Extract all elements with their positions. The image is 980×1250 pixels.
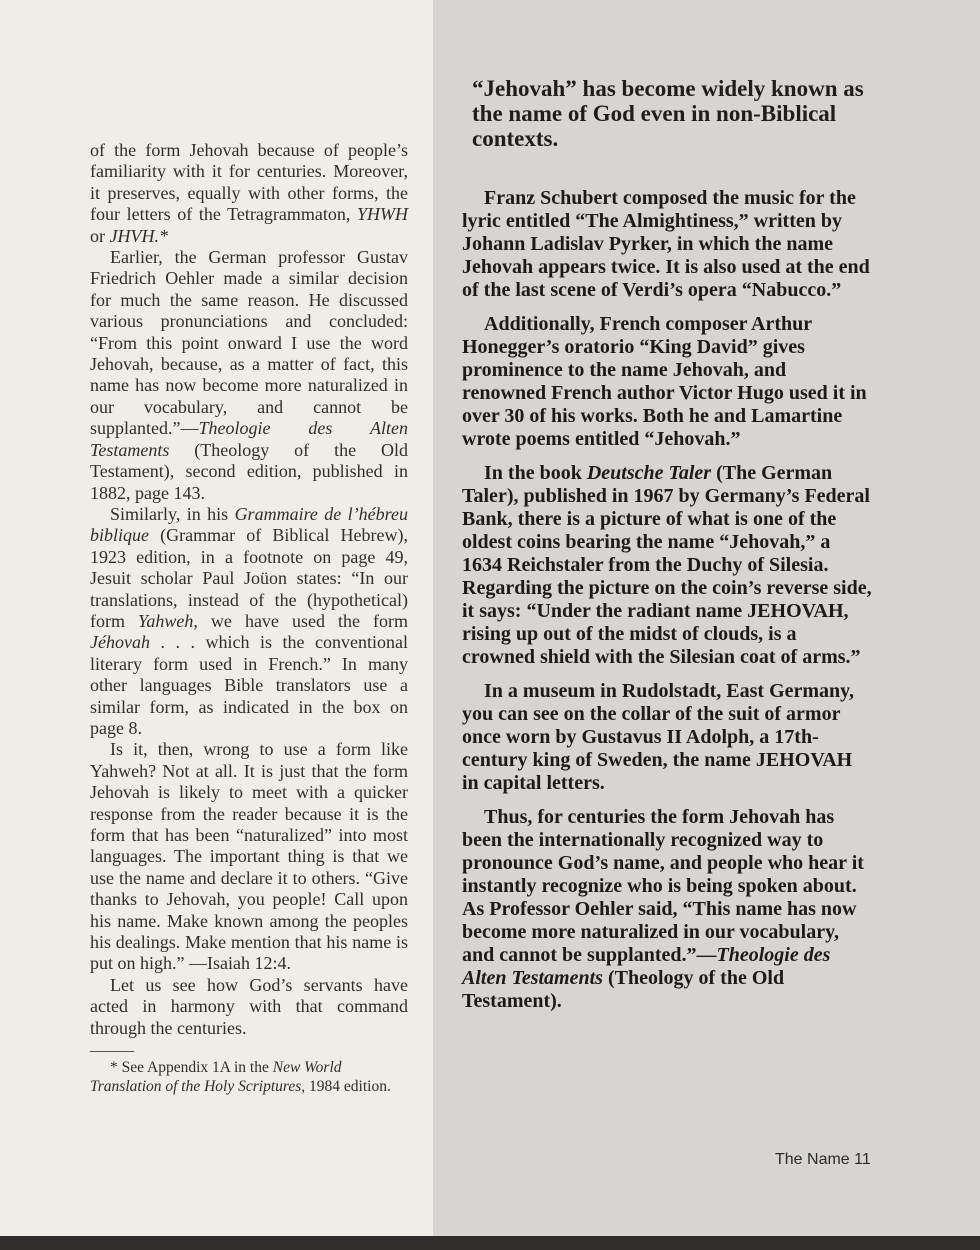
right-paragraph-5: Thus, for centuries the form Jehovah has been the internationally recognized way to pronounce God’s name, and people who hear it instantly recognize who is being spoken about. As Professor Oehler said, “This name has now become more naturalized in our vocabulary, and cannot be supplanted.”—Theologie des Alten Testaments (Theology of the Old Testament). xyxy=(462,806,864,1012)
right-paragraph-4: In a museum in Rudolstadt, East Germany, you can see on the collar of the suit of armor once worn by Gustavus II Adolph, a 17th-century king of Sweden, the name JEHOVAH in capital letters. xyxy=(462,680,855,794)
paragraph-5: Let us see how God’s servants have acted in harmony with that command through the centuries. xyxy=(90,974,408,1038)
emphasis-yahweh: Yahweh, xyxy=(138,610,198,631)
right-column xyxy=(462,76,872,1024)
page-folio: The Name 11 xyxy=(775,1151,871,1168)
footnote-book-title: New World Translation of the Holy Scriptures, xyxy=(90,1059,342,1096)
paragraph-2: Earlier, the German professor Gustav Friedrich Oehler made a similar decision for much the same reason. He discussed various pronunciations and concluded: “From this point onward I use the word Jehovah, because, as a matter of fact, this name has now become more naturalized in our vocabulary, and cannot be supplanted.”—Theologie des Alten Testaments (Theology of the Old Testament), second edition, published in 1882, page 143. xyxy=(90,247,408,503)
left-column xyxy=(90,140,408,1096)
paragraph-1: of the form Jehovah because of people’s familiarity with it for centuries. Moreover, it preserves, equally with other forms, the four letters of the Tetragrammaton, YHWH or JHVH.* xyxy=(90,140,408,246)
paragraph-3: Similarly, in his Grammaire de l’hébreu biblique (Grammar of Biblical Hebrew), 1923 edition, in a footnote on page 49, Jesuit scholar Paul Joüon states: “In our translations, instead of the (hypothetical) form Yahweh, we have used the form Jéhovah . . . which is the conventional literary form used in French.” In many other languages Bible translators use a similar form, as indicated in the box on page 8. xyxy=(90,503,408,738)
pull-quote: “Jehovah” has become widely known as the name of God even in non-Biblical contexts. xyxy=(472,76,864,151)
page-bottom-edge xyxy=(0,1236,980,1250)
paragraph-4: Is it, then, wrong to use a form like Yahweh? Not at all. It is just that the form Jehovah is likely to meet with a quicker response from the reader because it is the form that has been “naturalized” into most languages. The important thing is that we use the name and declare it to others. “Give thanks to Jehovah, you people! Call upon his name. Make known among the peoples his dealings. Make mention that his name is put on high.” —Isaiah 12:4. xyxy=(90,739,408,974)
book-title-grammaire: Grammaire de l’hébreu biblique xyxy=(90,503,408,546)
book-title-deutsche-taler: Deutsche Taler xyxy=(586,462,712,484)
right-paragraph-3: In the book Deutsche Taler (The German Taler), published in 1967 by Germany’s Federal Bank, there is a picture of what is one of the oldest coins bearing the name “Jehovah,” a 1634 Reichstaler from the Duchy of Silesia. Regarding the picture on the coin’s reverse side, it says: “Under the radiant name JEHOVAH, rising up out of the midst of clouds, is a crowned shield with the Silesian coat of arms.” xyxy=(462,462,872,668)
right-paragraph-1: Franz Schubert composed the music for the lyric entitled “The Almightiness,” written by Johann Ladislav Pyrker, in which the name Jehovah appears twice. It is also used at the end of the last scene of Verdi’s opera “Nabucco.” xyxy=(462,187,870,301)
footnote-divider xyxy=(90,1051,134,1052)
book-title-theologie: Theologie des Alten Testaments xyxy=(90,418,408,460)
emphasis-yhwh: YHWH xyxy=(356,204,408,225)
emphasis-jehovah-french: Jéhovah xyxy=(90,632,150,653)
footnote: * See Appendix 1A in the New World Translation of the Holy Scriptures, 1984 edition. xyxy=(90,1059,391,1096)
right-paragraph-2: Additionally, French composer Arthur Honegger’s oratorio “King David” gives prominence to the name Jehovah, and renowned French author Victor Hugo used it in over 30 of his works. Both he and Lamartine wrote poems entitled “Jehovah.” xyxy=(462,313,867,450)
emphasis-jhvh: JHVH.* xyxy=(109,225,168,246)
book-title-theologie-right: Theologie des Alten Testaments xyxy=(462,944,831,989)
